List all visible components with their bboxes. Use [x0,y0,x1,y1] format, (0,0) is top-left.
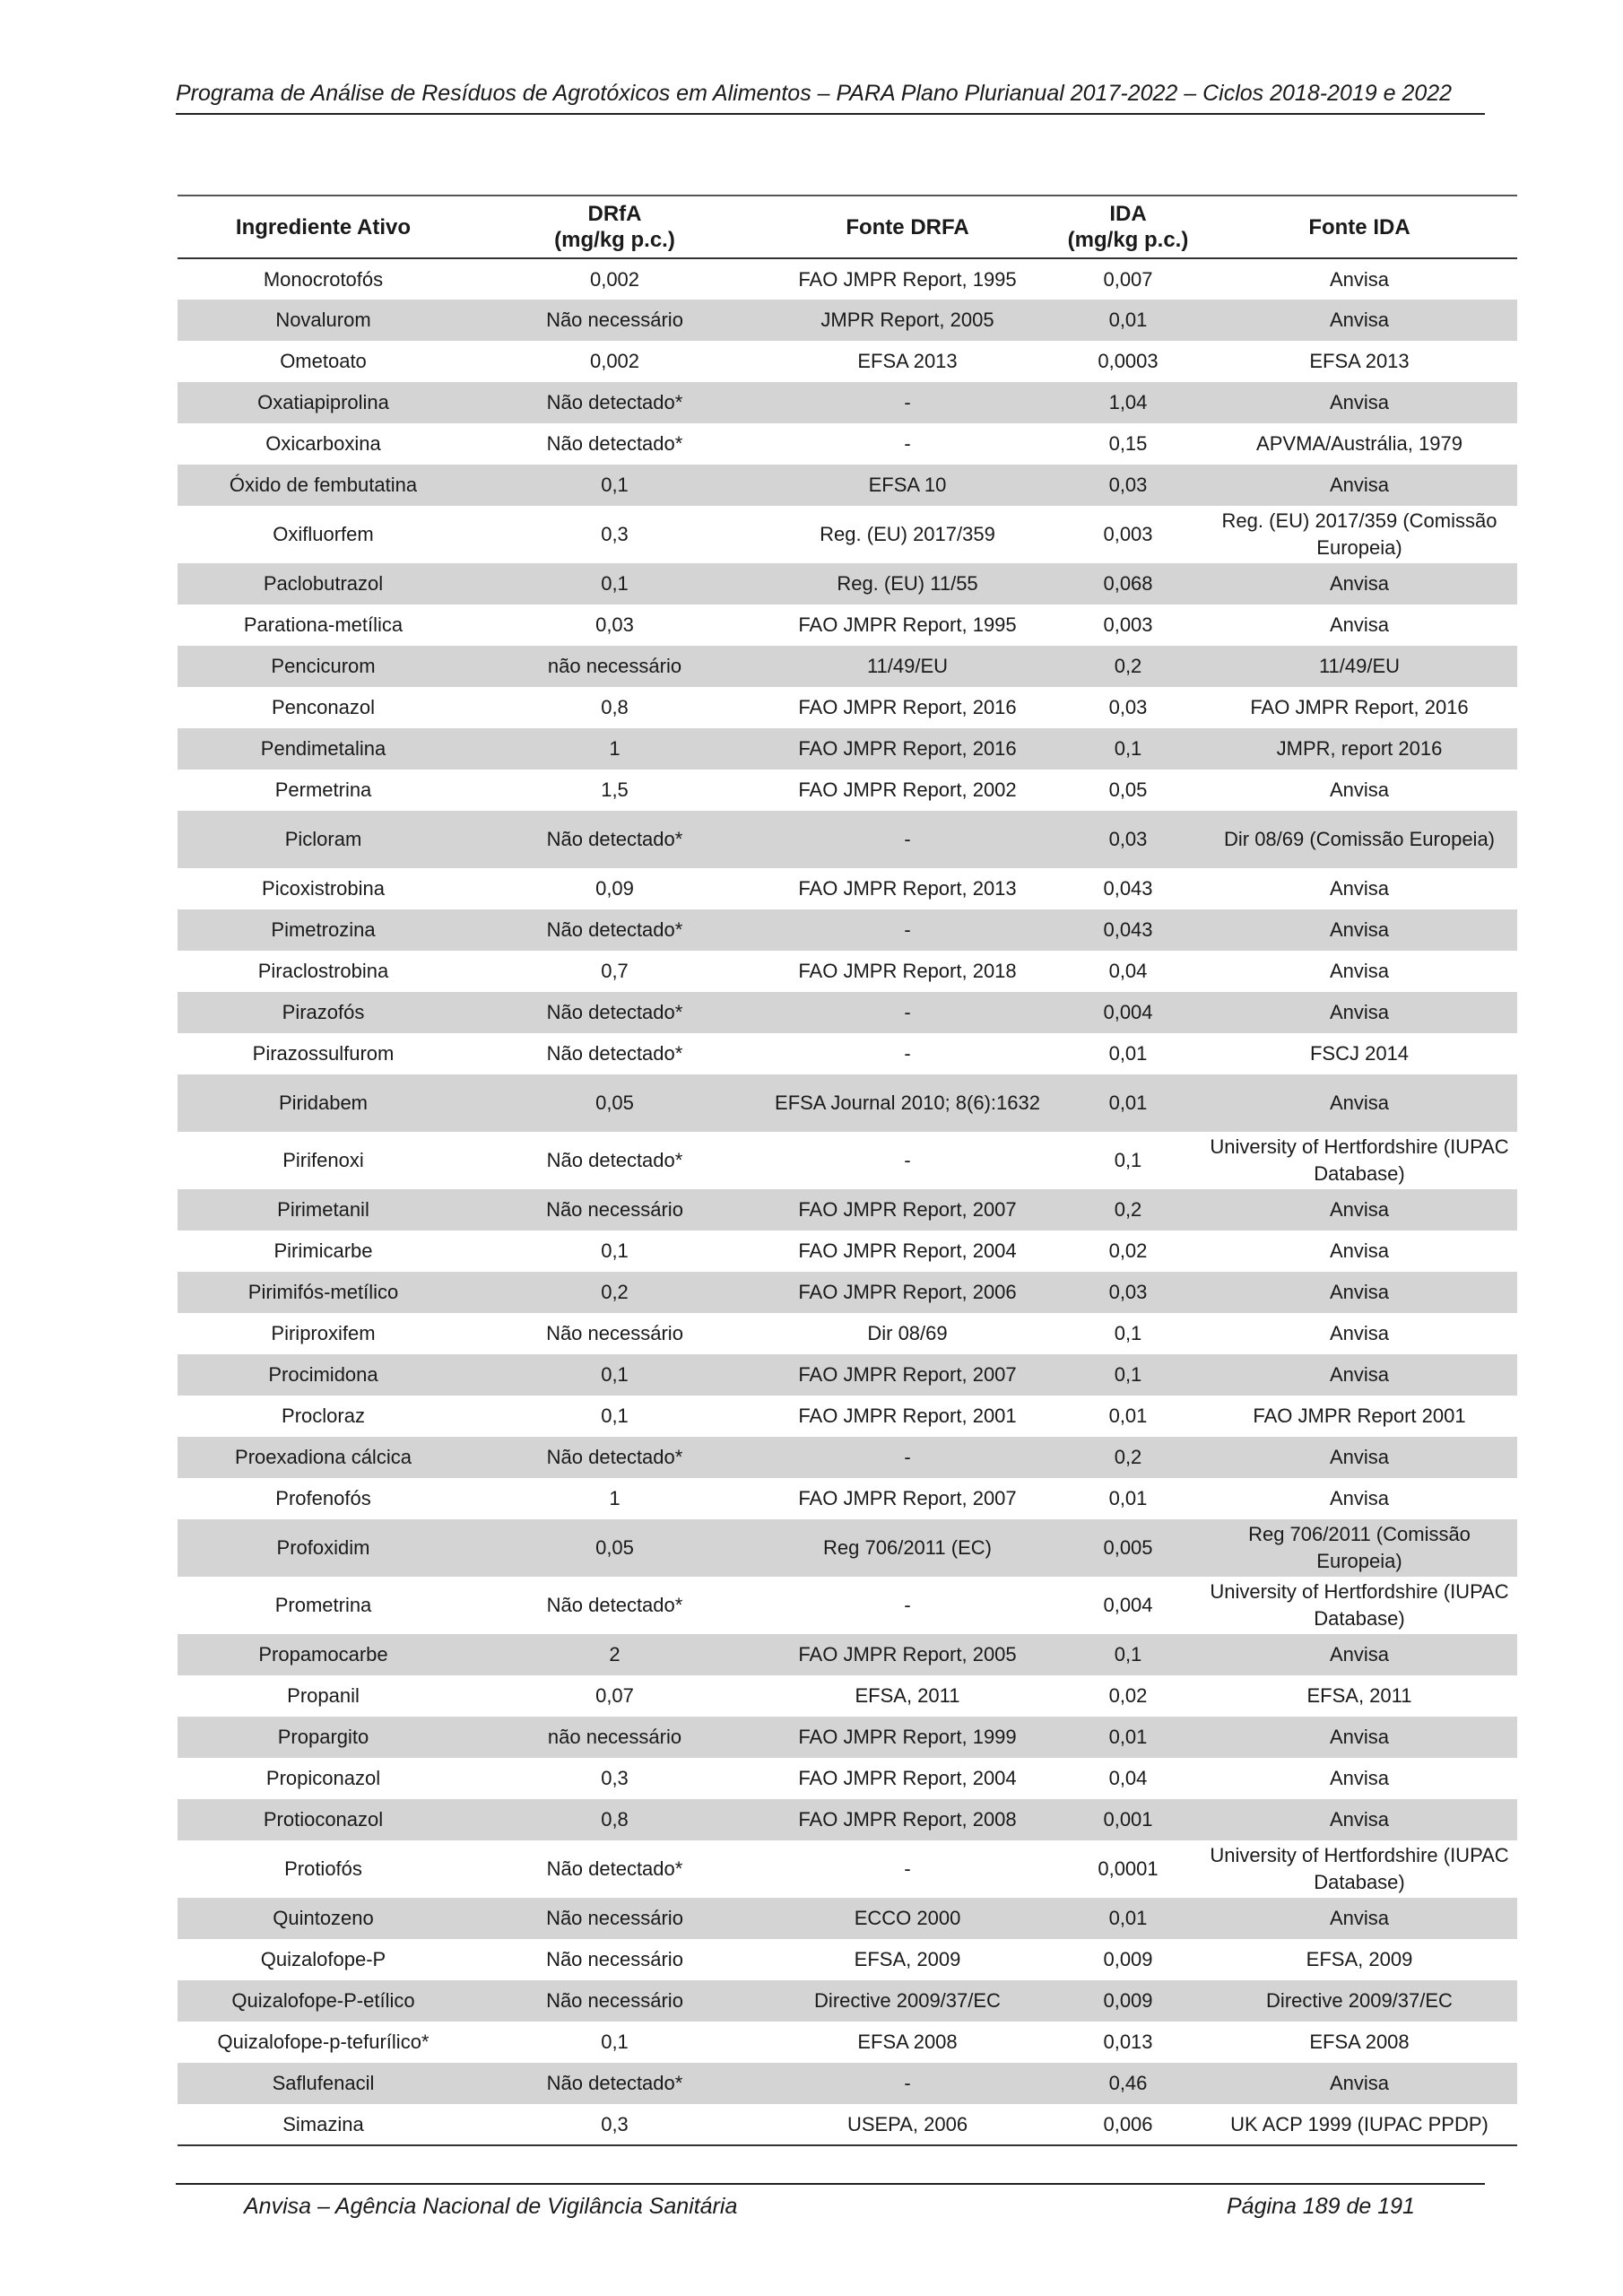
ingrediente-ativo-cell: Quizalofope-p-tefurílico* [217,2031,430,2053]
table-row [178,1980,1517,2022]
table-row [178,1519,1517,1577]
drfa-cell: não necessário [469,1717,760,1758]
table-row [178,770,1517,811]
column-header-drfa: DRfA (mg/kg p.c.) [469,196,760,258]
fonte-ida-cell: Reg 706/2011 (Comissão Europeia) [1202,1519,1517,1577]
ida-cell: 0,04 [1108,960,1148,982]
table-row [178,1634,1517,1675]
ida-cell: 0,009 [1103,1948,1153,1970]
fonte-ida-cell: 11/49/EU [1202,646,1517,687]
drfa-cell: Não necessário [469,1980,760,2022]
drfa-cell: 0,8 [469,1799,760,1840]
ingrediente-ativo-cell: Pirazossulfurom [252,1042,395,1065]
fonte-ida-cell: APVMA/Austrália, 1979 [1256,432,1462,455]
fonte-ida-cell: Anvisa [1202,1189,1517,1231]
drfa-cell: 0,3 [601,1767,629,1789]
column-header-ida: IDA (mg/kg p.c.) [1055,196,1202,258]
ingrediente-ativo-cell: Oxatiapiprolina [178,382,469,423]
fonte-ida-cell: Directive 2009/37/EC [1202,1980,1517,2022]
table-row [178,563,1517,604]
fonte-drfa-cell: - [904,432,911,455]
ingrediente-ativo-cell: Pendimetalina [178,728,469,770]
drfa-cell: 0,1 [469,465,760,506]
drfa-cell: 0,8 [601,696,629,718]
fonte-drfa-cell: FAO JMPR Report, 2013 [798,877,1017,900]
ida-cell: 0,01 [1055,1717,1202,1758]
fonte-drfa-cell: FAO JMPR Report, 2018 [798,960,1017,982]
table-row [178,1577,1517,1634]
ingrediente-ativo-cell: Profenofós [275,1487,371,1509]
drfa-cell: Não necessário [469,300,760,341]
ida-cell: 1,04 [1055,382,1202,423]
fonte-ida-cell: University of Hertfordshire (IUPAC Database) [1210,1135,1509,1185]
ida-cell: 0,1 [1055,1354,1202,1396]
ida-cell: 0,043 [1103,877,1153,900]
ingrediente-ativo-cell: Saflufenacil [178,2063,469,2104]
fonte-drfa-cell: - [760,1437,1055,1478]
ingrediente-ativo-cell: Propamocarbe [178,1634,469,1675]
ida-cell: 0,04 [1108,1767,1148,1789]
fonte-ida-cell: FAO JMPR Report, 2016 [1250,696,1469,718]
ida-cell: 0,03 [1108,696,1148,718]
ingrediente-ativo-cell: Parationa-metílica [243,613,404,636]
footer-agency: Anvisa – Agência Nacional de Vigilância Sanitária [244,2194,738,2219]
drfa-cell: Não necessário [546,1322,683,1344]
ida-cell: 0,1 [1055,1634,1202,1675]
fonte-ida-cell: EFSA, 2009 [1306,1948,1413,1970]
ida-cell: 0,043 [1055,909,1202,951]
fonte-ida-cell: Anvisa [1329,1322,1390,1344]
ida-cell: 0,46 [1055,2063,1202,2104]
table-row [178,1437,1517,1478]
table-row [178,1799,1517,1840]
fonte-drfa-cell: Reg. (EU) 11/55 [760,563,1055,604]
ingrediente-ativo-cell: Protioconazol [178,1799,469,1840]
column-header-ingrediente-ativo: Ingrediente Ativo [178,196,469,258]
fonte-drfa-cell: Reg. (EU) 2017/359 [820,523,995,545]
ingrediente-ativo-cell: Óxido de fembutatina [178,465,469,506]
fonte-drfa-cell: FAO JMPR Report, 2004 [798,1239,1017,1262]
drfa-cell: 0,002 [589,267,640,291]
fonte-ida-cell: Anvisa [1202,563,1517,604]
fonte-drfa-cell: FAO JMPR Report, 2005 [760,1634,1055,1675]
fonte-drfa-cell: - [760,992,1055,1033]
table-row [178,868,1517,909]
ingrediente-ativo-cell: Quizalofope-P-etílico [178,1980,469,2022]
ida-cell: 0,005 [1055,1519,1202,1577]
table-row [178,992,1517,1033]
fonte-ida-cell: Dir 08/69 (Comissão Europeia) [1202,811,1517,868]
drfa-cell: não necessário [469,646,760,687]
fonte-drfa-cell: Dir 08/69 [867,1322,948,1344]
ida-cell: 0,007 [1103,267,1153,291]
fonte-drfa-cell: EFSA 2008 [857,2031,958,2053]
fonte-ida-cell: Anvisa [1202,1799,1517,1840]
table-row [178,1717,1517,1758]
drfa-cell: 0,05 [469,1074,760,1132]
fonte-drfa-cell: - [904,1149,911,1171]
ida-cell: 0,01 [1108,1487,1148,1509]
table-row [178,1189,1517,1231]
residue-table-container [178,195,1517,2146]
drfa-cell: Não detectado* [469,1437,760,1478]
drfa-cell: Não necessário [469,1898,760,1939]
table-row [178,687,1517,728]
fonte-ida-cell: FAO JMPR Report 2001 [1253,1405,1466,1427]
page-footer [176,2183,1485,2235]
drfa-cell: Não detectado* [546,1042,683,1065]
table-row [178,1033,1517,1074]
fonte-drfa-cell: FAO JMPR Report, 2004 [798,1767,1017,1789]
fonte-drfa-cell: EFSA 2013 [857,350,958,372]
fonte-ida-cell: UK ACP 1999 (IUPAC PPDP) [1202,2104,1517,2145]
fonte-ida-cell: Anvisa [1329,778,1390,801]
fonte-ida-cell: EFSA 2013 [1309,350,1410,372]
ida-cell: 0,1 [1114,1322,1142,1344]
table-row [178,1313,1517,1354]
fonte-drfa-cell: FAO JMPR Report, 2016 [798,696,1017,718]
drfa-cell: 0,3 [469,2104,760,2145]
ida-cell: 0,01 [1055,300,1202,341]
fonte-drfa-cell: FAO JMPR Report, 2001 [798,1405,1017,1427]
fonte-drfa-cell: - [760,811,1055,868]
ingrediente-ativo-cell: Propanil [287,1684,360,1707]
drfa-cell: 0,002 [589,350,640,372]
table-body [178,258,1517,2145]
fonte-ida-cell: FSCJ 2014 [1309,1042,1410,1065]
table-row [178,604,1517,646]
fonte-ida-cell: Anvisa [1202,465,1517,506]
fonte-ida-cell: EFSA 2008 [1309,2031,1410,2053]
ingrediente-ativo-cell: Profoxidim [178,1519,469,1577]
ingrediente-ativo-cell: Permetrina [274,778,372,801]
fonte-drfa-cell: EFSA, 2009 [854,1948,961,1970]
fonte-drfa-cell: 11/49/EU [760,646,1055,687]
table-row [178,341,1517,382]
ida-cell: 0,003 [1103,613,1153,636]
table-row [178,1898,1517,1939]
fonte-ida-cell: EFSA, 2011 [1306,1684,1412,1707]
table-row [178,1354,1517,1396]
table-row [178,1231,1517,1272]
ida-cell: 0,006 [1055,2104,1202,2145]
ingrediente-ativo-cell: Pirimicarbe [273,1239,373,1262]
ida-cell: 0,2 [1055,1189,1202,1231]
fonte-ida-cell: Anvisa [1202,2063,1517,2104]
ingrediente-ativo-cell: Penconazol [272,696,375,718]
page-header [176,75,1485,115]
table-row [178,300,1517,341]
fonte-ida-cell: University of Hertfordshire (IUPAC Database) [1210,1580,1509,1630]
table-row [178,465,1517,506]
drfa-cell: Não detectado* [469,909,760,951]
ingrediente-ativo-cell: Picloram [178,811,469,868]
drfa-cell: 0,7 [601,960,629,982]
ida-cell: 0,05 [1108,778,1148,801]
fonte-ida-cell: Anvisa [1329,613,1390,636]
ida-cell: 0,03 [1055,811,1202,868]
table-row [178,909,1517,951]
ida-cell: 0,2 [1055,646,1202,687]
drfa-cell: Não necessário [469,1189,760,1231]
ida-cell: 0,009 [1055,1980,1202,2022]
ingrediente-ativo-cell: Procloraz [282,1405,365,1427]
ingrediente-ativo-cell: Picoxistrobina [262,877,385,900]
fonte-ida-cell: Anvisa [1329,877,1390,900]
table-row [178,1074,1517,1132]
footer-page-number: Página 189 de 191 [1227,2194,1415,2219]
table-row [178,1132,1517,1189]
table-header [178,196,1517,258]
table-row [178,728,1517,770]
drfa-cell: 1,5 [601,778,629,801]
drfa-cell: 1 [609,1487,621,1509]
ingrediente-ativo-cell: Proexadiona cálcica [178,1437,469,1478]
ida-cell: 0,01 [1108,1405,1148,1427]
fonte-drfa-cell: USEPA, 2006 [760,2104,1055,2145]
table-row [178,258,1517,300]
ida-cell: 0,001 [1055,1799,1202,1840]
ida-cell: 0,02 [1108,1684,1148,1707]
fonte-ida-cell: Anvisa [1202,1354,1517,1396]
ingrediente-ativo-cell: Piraclostrobina [257,960,389,982]
fonte-drfa-cell: FAO JMPR Report, 1995 [798,267,1017,291]
drfa-cell: 0,09 [595,877,634,900]
fonte-drfa-cell: EFSA 10 [760,465,1055,506]
table-row [178,2063,1517,2104]
fonte-ida-cell: Anvisa [1329,960,1390,982]
ingrediente-ativo-cell: Piriproxifem [271,1322,376,1344]
fonte-ida-cell: Anvisa [1202,909,1517,951]
fonte-ida-cell: Anvisa [1202,1717,1517,1758]
fonte-drfa-cell: EFSA, 2011 [855,1684,960,1707]
table-row [178,1396,1517,1437]
drfa-cell: 2 [469,1634,760,1675]
fonte-drfa-cell: ECCO 2000 [760,1898,1055,1939]
ingrediente-ativo-cell: Oxicarboxina [265,432,381,455]
ida-cell: 0,004 [1055,992,1202,1033]
table-row [178,951,1517,992]
ida-cell: 0,01 [1055,1898,1202,1939]
fonte-drfa-cell: - [904,1042,911,1065]
fonte-drfa-cell: Reg 706/2011 (EC) [760,1519,1055,1577]
fonte-ida-cell: Anvisa [1202,1898,1517,1939]
ida-cell: 0,003 [1103,523,1153,545]
ida-cell: 0,0001 [1098,1857,1159,1880]
ingrediente-ativo-cell: Propargito [178,1717,469,1758]
table-row [178,382,1517,423]
fonte-ida-cell: University of Hertfordshire (IUPAC Database) [1210,1844,1509,1893]
drfa-cell: 0,1 [601,2031,629,2053]
table-row [178,1840,1517,1898]
drfa-cell: 0,05 [469,1519,760,1577]
fonte-drfa-cell: - [760,2063,1055,2104]
drfa-cell: Não detectado* [469,992,760,1033]
fonte-drfa-cell: - [760,382,1055,423]
fonte-drfa-cell: FAO JMPR Report, 2007 [760,1189,1055,1231]
header-text: Programa de Análise de Resíduos de Agrotóxicos em Alimentos – PARA Plano Plurianual 2017-2022 – Ciclos 2018-2019 e 2022 [176,81,1453,106]
ida-cell: 0,02 [1108,1239,1148,1262]
fonte-drfa-cell: - [760,909,1055,951]
ingrediente-ativo-cell: Pirimetanil [178,1189,469,1231]
drfa-cell: 0,03 [595,613,634,636]
column-header-fonte-drfa: Fonte DRFA [760,196,1055,258]
fonte-ida-cell: Anvisa [1329,1239,1390,1262]
ingrediente-ativo-cell: Pirifenoxi [282,1149,364,1171]
ida-cell: 0,15 [1108,432,1148,455]
table-row [178,1272,1517,1313]
ingrediente-ativo-cell: Oxifluorfem [273,523,374,545]
fonte-ida-cell: Anvisa [1329,1767,1390,1789]
drfa-cell: 0,1 [469,563,760,604]
ingrediente-ativo-cell: Procimidona [178,1354,469,1396]
fonte-ida-cell: Anvisa [1202,992,1517,1033]
table-row [178,646,1517,687]
ida-cell: 0,03 [1055,1272,1202,1313]
ida-cell: 0,013 [1103,2031,1153,2053]
fonte-ida-cell: Anvisa [1202,382,1517,423]
drfa-cell: Não detectado* [469,811,760,868]
table-row [178,1939,1517,1980]
ida-cell: 0,004 [1103,1594,1153,1616]
ida-cell: 0,03 [1055,465,1202,506]
drfa-cell: Não necessário [546,1948,683,1970]
fonte-drfa-cell: FAO JMPR Report, 2006 [760,1272,1055,1313]
fonte-drfa-cell: JMPR Report, 2005 [760,300,1055,341]
ingrediente-ativo-cell: Quintozeno [178,1898,469,1939]
fonte-drfa-cell: FAO JMPR Report, 2016 [760,728,1055,770]
drfa-cell: Não detectado* [469,2063,760,2104]
fonte-drfa-cell: FAO JMPR Report, 2007 [798,1487,1017,1509]
ida-cell: 0,01 [1055,1074,1202,1132]
drfa-cell: 0,07 [595,1684,634,1707]
drfa-cell: Não detectado* [469,382,760,423]
drfa-cell: Não detectado* [546,1594,683,1616]
drfa-cell: 0,2 [469,1272,760,1313]
drfa-cell: Não detectado* [546,432,683,455]
fonte-ida-cell: Anvisa [1329,1487,1390,1509]
ida-cell: 0,2 [1055,1437,1202,1478]
drfa-cell: 0,3 [601,523,629,545]
fonte-ida-cell: Anvisa [1202,1272,1517,1313]
table-row [178,811,1517,868]
drfa-cell: 1 [469,728,760,770]
fonte-drfa-cell: FAO JMPR Report, 2008 [760,1799,1055,1840]
ingrediente-ativo-cell: Pirimifós-metílico [178,1272,469,1313]
ingrediente-ativo-cell: Prometrina [274,1594,372,1616]
residue-table [178,195,1517,2146]
table-row [178,2104,1517,2145]
ingrediente-ativo-cell: Novalurom [178,300,469,341]
ingrediente-ativo-cell: Simazina [178,2104,469,2145]
ingrediente-ativo-cell: Quizalofope-P [260,1948,386,1970]
table-row [178,423,1517,465]
ida-cell: 0,068 [1055,563,1202,604]
ingrediente-ativo-cell: Piridabem [178,1074,469,1132]
table-header-row [178,196,1517,258]
ingrediente-ativo-cell: Monocrotofós [263,267,384,291]
fonte-ida-cell: Anvisa [1329,267,1390,291]
fonte-drfa-cell: EFSA Journal 2010; 8(6):1632 [760,1074,1055,1132]
fonte-drfa-cell: - [904,1594,911,1616]
drfa-cell: Não detectado* [546,1149,683,1171]
table-row [178,2022,1517,2063]
table-row [178,1758,1517,1799]
ida-cell: 0,1 [1055,728,1202,770]
fonte-ida-cell: JMPR, report 2016 [1202,728,1517,770]
table-row [178,506,1517,563]
fonte-ida-cell: Anvisa [1202,1634,1517,1675]
ingrediente-ativo-cell: Pencicurom [178,646,469,687]
drfa-cell: 0,1 [469,1354,760,1396]
fonte-drfa-cell: FAO JMPR Report, 1999 [760,1717,1055,1758]
ingrediente-ativo-cell: Pimetrozina [178,909,469,951]
ida-cell: 0,0003 [1098,350,1159,372]
ingrediente-ativo-cell: Paclobutrazol [178,563,469,604]
column-header-fonte-ida: Fonte IDA [1202,196,1517,258]
table-row [178,1675,1517,1717]
fonte-ida-cell: Reg. (EU) 2017/359 (Comissão Europeia) [1221,509,1497,559]
fonte-drfa-cell: FAO JMPR Report, 1995 [798,613,1017,636]
drfa-cell: 0,1 [601,1239,629,1262]
drfa-cell: Não detectado* [546,1857,683,1880]
fonte-drfa-cell: FAO JMPR Report, 2002 [798,778,1017,801]
ingrediente-ativo-cell: Pirazofós [178,992,469,1033]
fonte-ida-cell: Anvisa [1202,1437,1517,1478]
ingrediente-ativo-cell: Propiconazol [265,1767,381,1789]
ingrediente-ativo-cell: Ometoato [280,350,367,372]
fonte-ida-cell: Anvisa [1202,300,1517,341]
fonte-ida-cell: Anvisa [1202,1074,1517,1132]
drfa-cell: 0,1 [601,1405,629,1427]
ida-cell: 0,01 [1108,1042,1148,1065]
fonte-drfa-cell: - [904,1857,911,1880]
fonte-drfa-cell: FAO JMPR Report, 2007 [760,1354,1055,1396]
fonte-drfa-cell: Directive 2009/37/EC [760,1980,1055,2022]
table-row [178,1478,1517,1519]
ingrediente-ativo-cell: Protiofós [284,1857,362,1880]
ida-cell: 0,1 [1114,1149,1142,1171]
